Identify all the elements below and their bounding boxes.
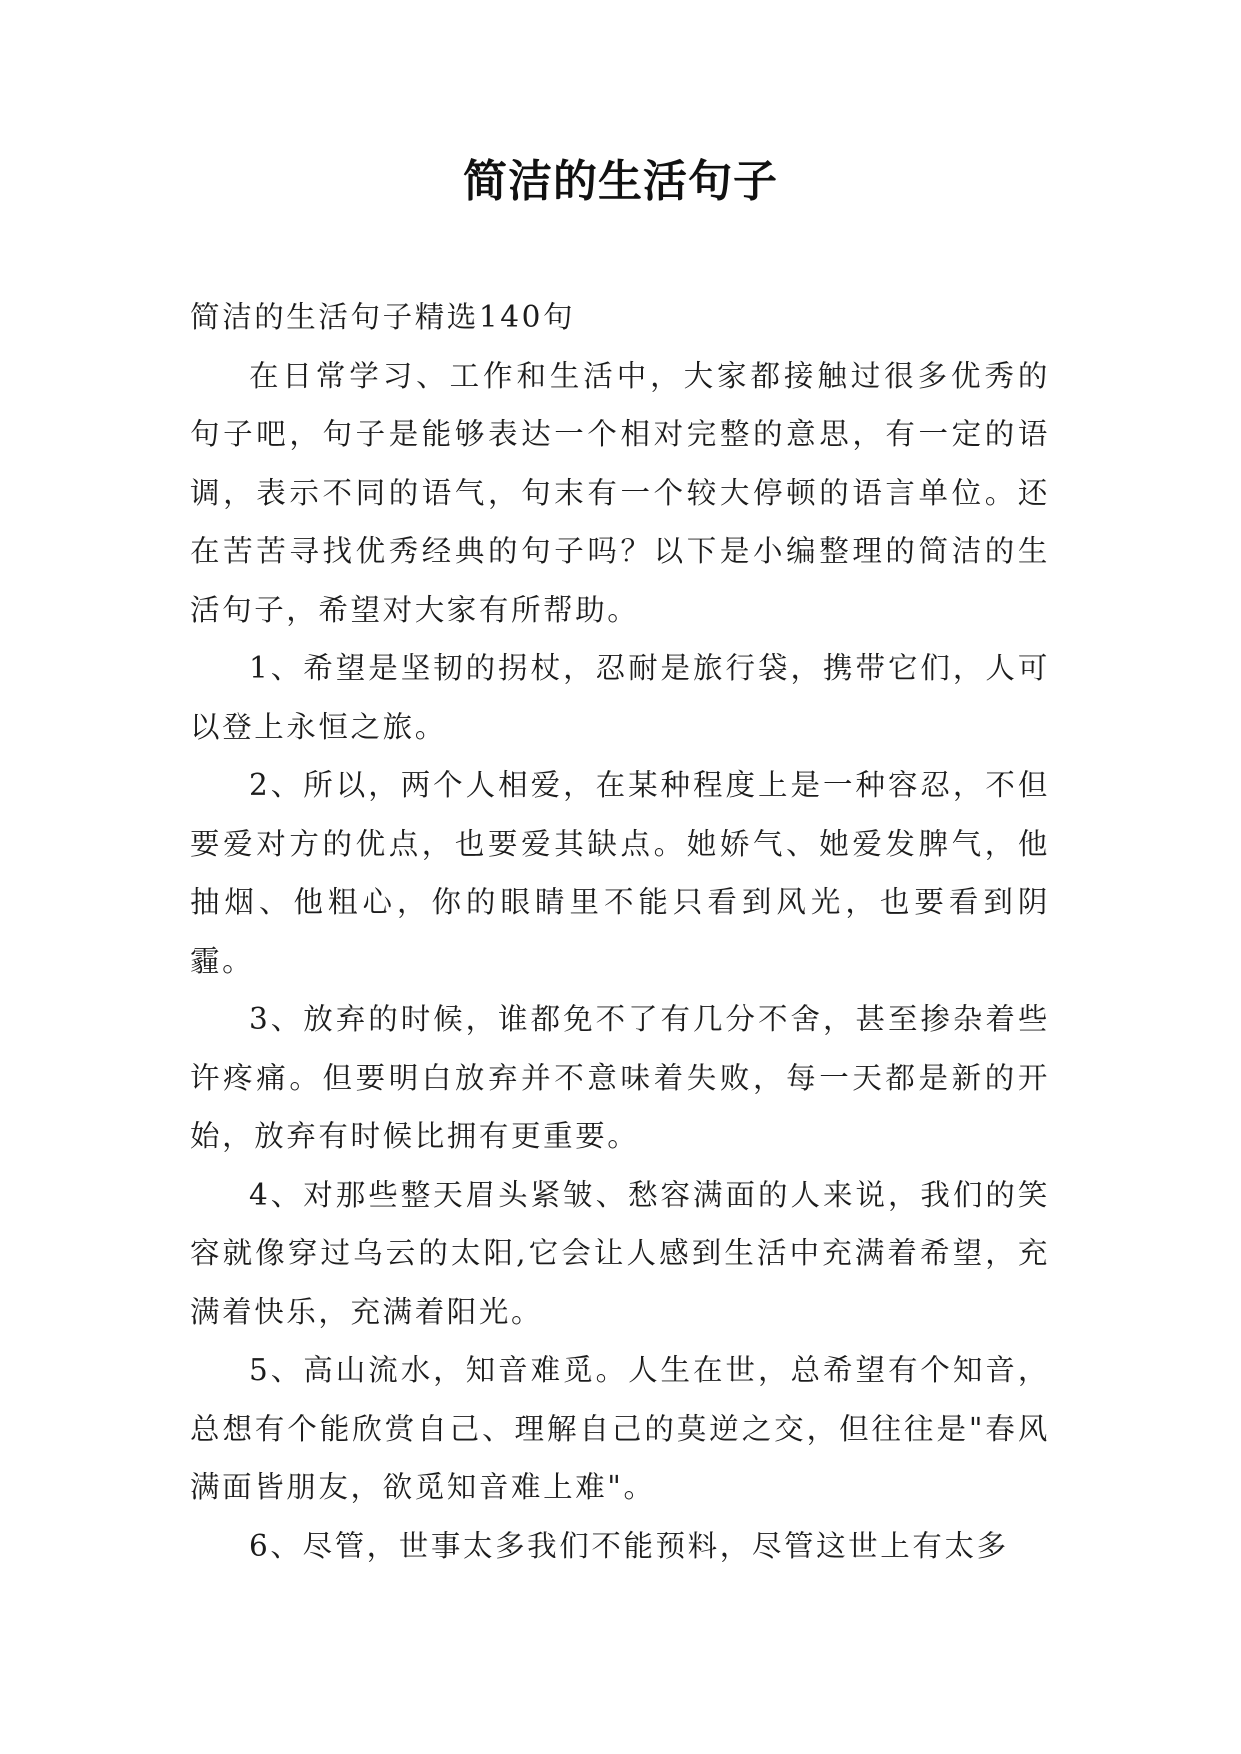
sentence-item-1: 1、希望是坚韧的拐杖，忍耐是旅行袋，携带它们，人可以登上永恒之旅。 (190, 651, 1050, 744)
document-title: 简洁的生活句子 (463, 156, 778, 207)
sentence-item-3: 3、放弃的时候，谁都免不了有几分不舍，甚至掺杂着些许疼痛。但要明白放弃并不意味着失败，每一天都是新的开始，放弃有时候比拥有更重要。 (190, 1002, 1050, 1153)
sentence-item-4: 4、对那些整天眉头紧皱、愁容满面的人来说，我们的笑容就像穿过乌云的太阳,它会让人感到生活中充满着希望，充满着快乐，充满着阳光。 (190, 1177, 1050, 1329)
document-subtitle: 简洁的生活句子精选140句 (190, 300, 576, 334)
intro-paragraph: 在日常学习、工作和生活中，大家都接触过很多优秀的句子吧，句子是能够表达一个相对完整的意思，有一定的语调，表示不同的语气，句末有一个较大停顿的语言单位。还在苦苦寻找优秀经典的句子吗？以下是小编整理的简洁的生活句子，希望对大家有所帮助。 (190, 358, 1050, 627)
document-body (190, 288, 1050, 1575)
sentence-item-6: 6、尽管，世事太多我们不能预料，尽管这世上有太多 (249, 1528, 1009, 1563)
sentence-item-5: 5、高山流水，知音难觅。人生在世，总希望有个知音，总想有个能欣赏自己、理解自己的莫逆之交，但往往是"春风满面皆朋友，欲觅知音难上难"。 (190, 1353, 1050, 1504)
sentence-item-2: 2、所以，两个人相爱，在某种程度上是一种容忍，不但要爱对方的优点，也要爱其缺点。她娇气、她爱发脾气，他抽烟、他粗心，你的眼睛里不能只看到风光，也要看到阴霾。 (190, 768, 1050, 978)
